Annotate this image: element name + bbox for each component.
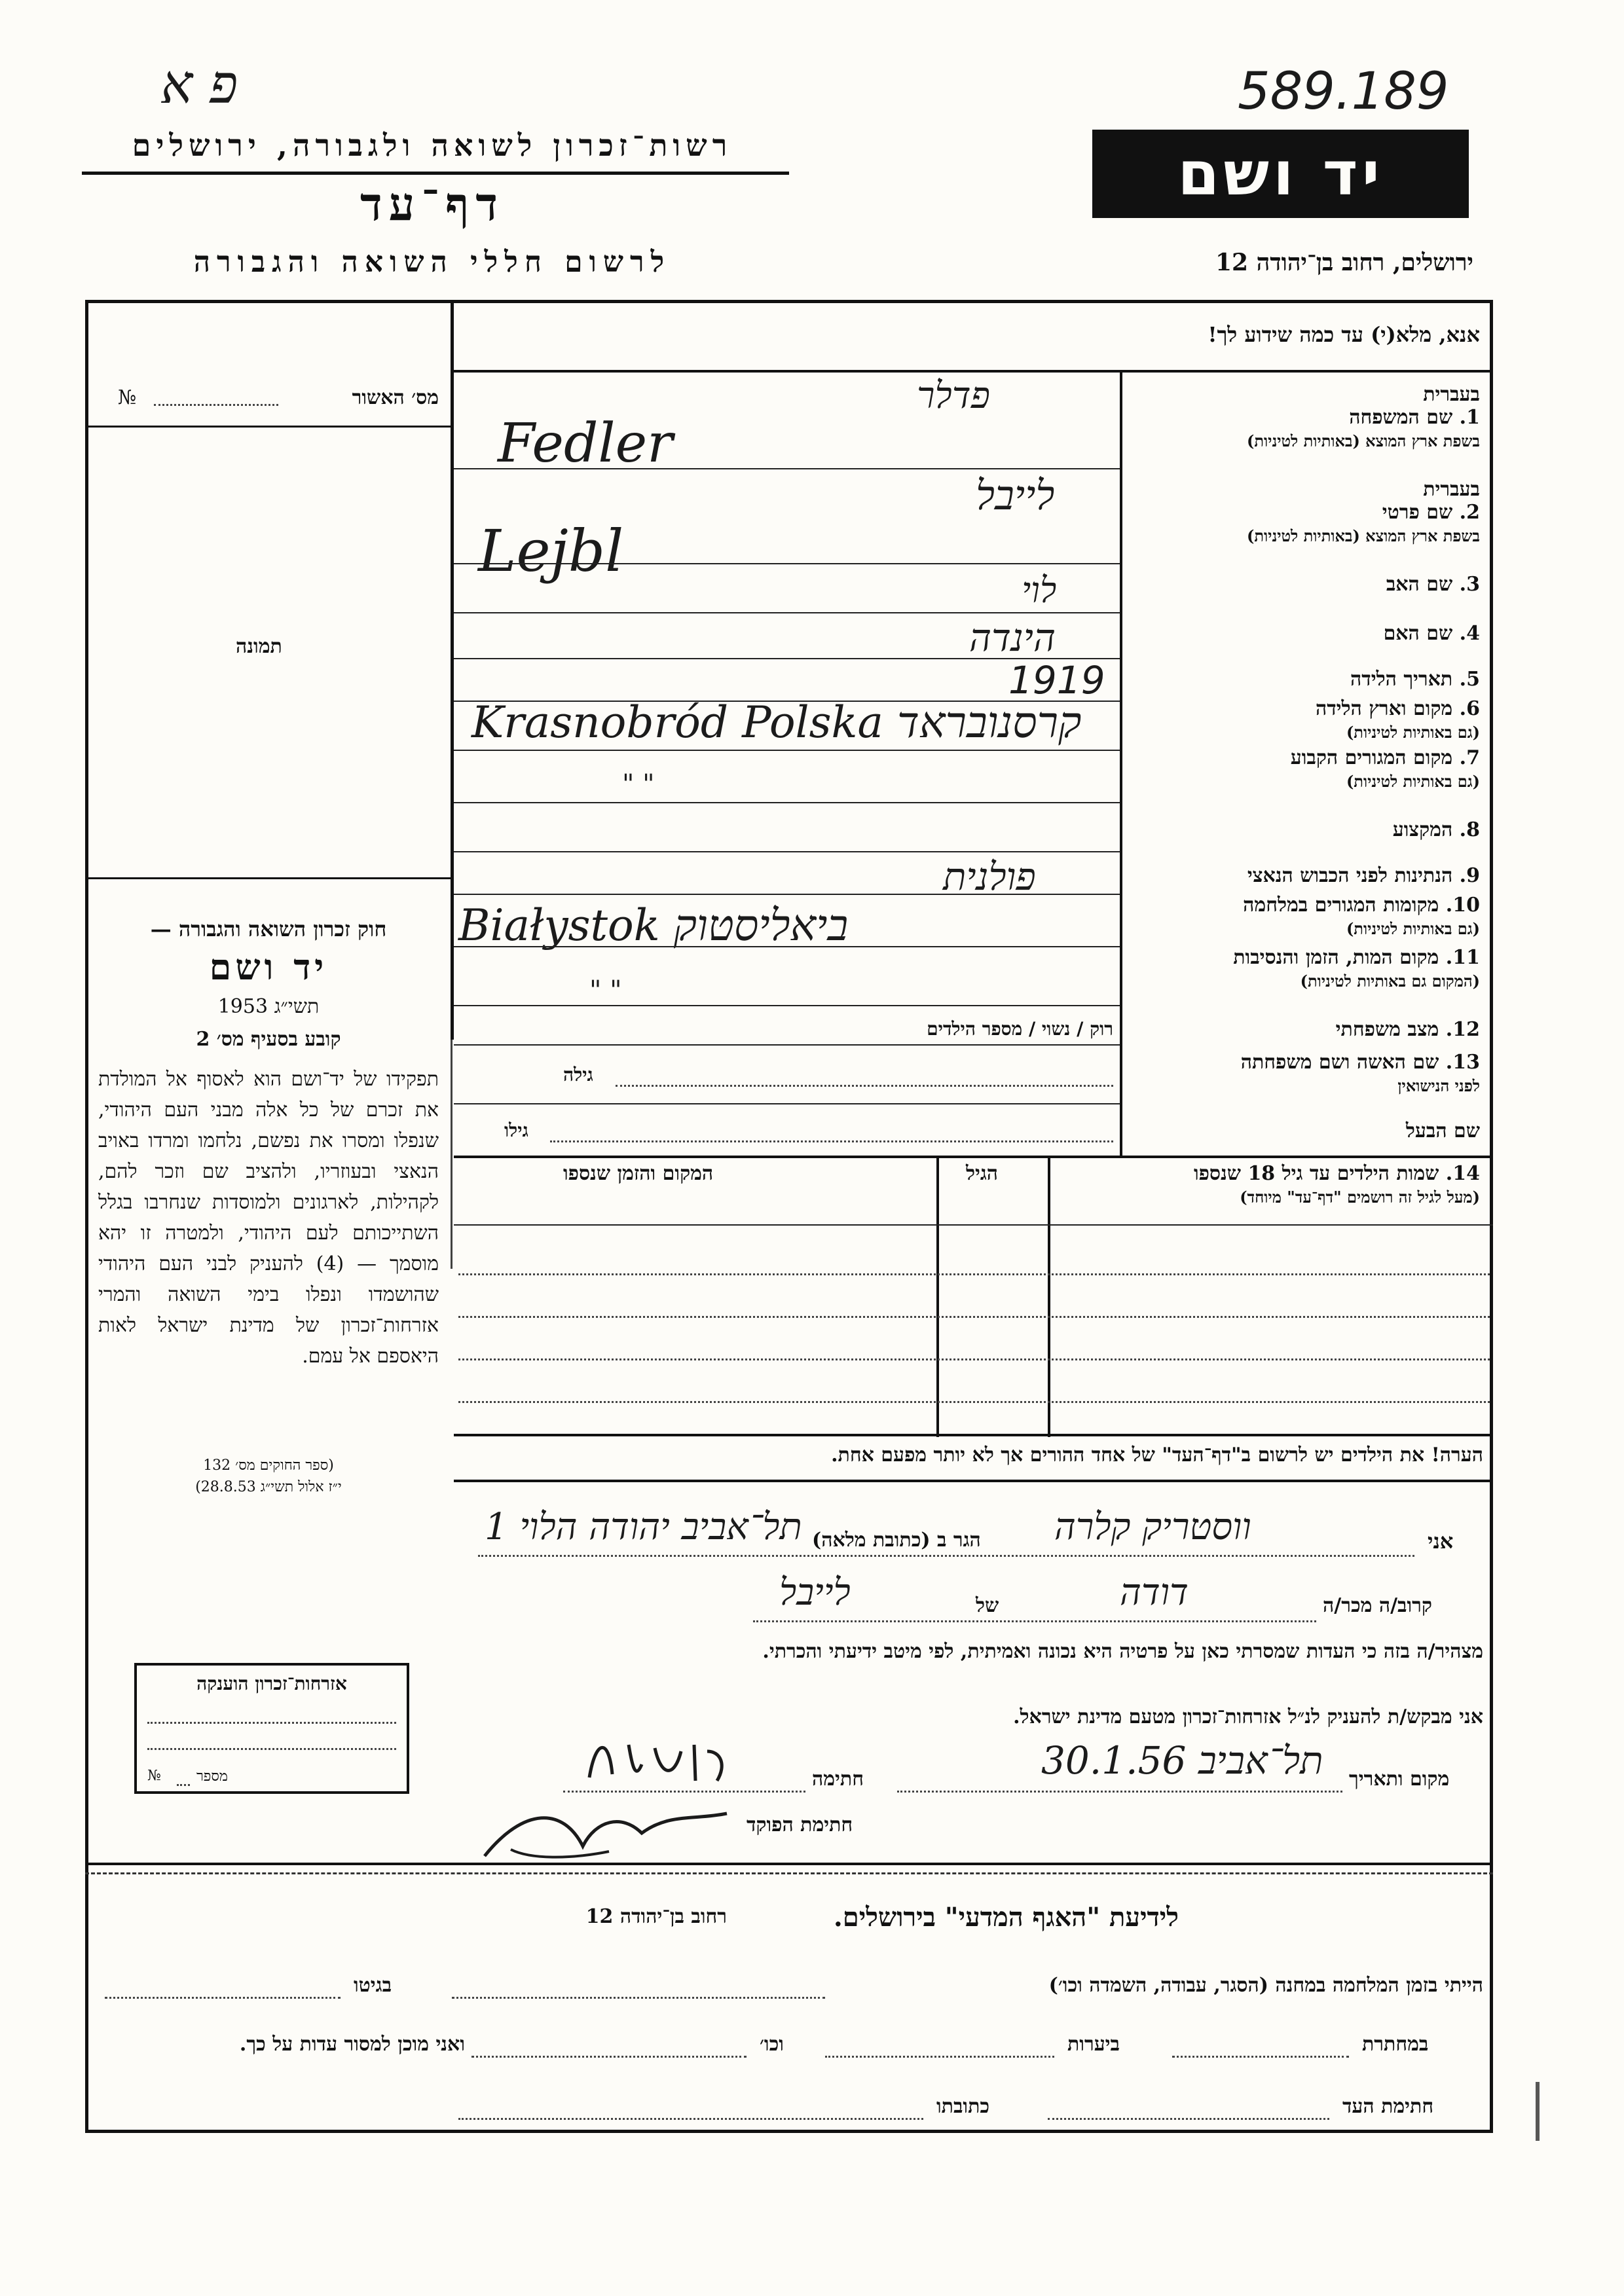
header-address: ירושלים, רחוב בן־יהודה 12 [1215, 249, 1473, 276]
declarant-address[interactable]: תל־אביב יהודה הלוי 1 [485, 1506, 802, 1548]
place-date-label: מקום ותאריך [1349, 1768, 1450, 1791]
field-5-label [1126, 668, 1480, 691]
field-8-text: המקצוע [1392, 818, 1453, 841]
children-num: 14. [1445, 1162, 1480, 1185]
field-11-num: 11. [1445, 946, 1480, 969]
surname-latin-value[interactable]: Fedler [498, 412, 673, 475]
field-2-sub: בשפת ארץ המוצא (באותיות לטיניות) [1247, 526, 1480, 545]
field-10-sub: (גם באותיות לטיניות) [1346, 919, 1480, 938]
bottom-title: לידיעת "האגף המדעי" בירושלים. [833, 1902, 1179, 1933]
field-12-label [1126, 1018, 1480, 1041]
field-5-text: תאריך הלידה [1350, 668, 1453, 691]
children-sub: (מעל לגיל זה רושמים "דף־עד" מיוחד) [1240, 1188, 1480, 1207]
war-residence-value[interactable]: Białystok ביאליסטוק [458, 900, 849, 951]
firstname-latin-value[interactable]: Lejbl [478, 517, 624, 585]
field-1-text: שם המשפחה [1349, 406, 1453, 429]
ghetto-field[interactable] [105, 1997, 341, 1999]
wife-name-field[interactable] [616, 1084, 1113, 1087]
bottom-ghetto-label: בגיטו [354, 1974, 392, 1997]
certificate-number-symbol: № [147, 1768, 161, 1784]
field-11-text: מקום המות, הזמן והנסיבות [1233, 946, 1439, 969]
field-5-num: 5. [1459, 668, 1480, 691]
yad-vashem-logo: יד ושם [1092, 130, 1469, 218]
officer-signature-label: חתימת הפוקד [747, 1813, 853, 1836]
field-1-num: 1. [1459, 406, 1480, 429]
law-reference-2: י״ז אלול תשי״ג 28.8.53) [195, 1479, 342, 1495]
birth-date-value[interactable]: 1919 [1008, 658, 1105, 702]
bottom-line1-label: הייתי בזמן המלחמה במחנה (הסגר, עבודה, השמדה וכו׳) [1048, 1974, 1483, 1997]
relation-person-value[interactable]: לייבל [779, 1571, 851, 1614]
law-text: תפקידו של יד־ושם הוא לאסוף אל המולדת את זכרם של כל אלה מבני העם היהודי, שנפלו ומסרו את נפשם, נלחמו ומרדו באויב הנאצי ובעוזריו, ולהציב שם וזכר להם, לקהילות, לארגונים ולמוסדות שנחרבו בגלל השתייכותם לעם היהודי, ולמטרה זו יהא מוסמך — (4) להעניק לבני העם היהודי שהושמדו ונפלו בימי השואה והמרי אזרחות־זכרון של מדינת ישראל לאות היאספם אל עמם. [98, 1068, 439, 1368]
field-8-num: 8. [1459, 818, 1480, 841]
mother-name-value[interactable]: הינדה [969, 615, 1056, 660]
field-1-sub: בשפת ארץ המוצא (באותיות לטיניות) [1247, 431, 1480, 450]
relation-label: קרוב/ה מכר/ה [1323, 1594, 1432, 1617]
authority-name: רשות־זכרון לשואה ולגבורה, ירושלים [132, 128, 733, 163]
field-10-label [1126, 894, 1480, 939]
approval-label-text: מס׳ האשור [352, 386, 439, 409]
field-3-text: שם האב [1386, 573, 1453, 596]
field-1-tag: בעברית [1423, 383, 1480, 406]
field-8-label [1126, 818, 1480, 841]
signature-label: חתימה [812, 1768, 864, 1791]
witness-address-label: כתובתו [936, 2095, 990, 2118]
field-13-sub: לפני הנישואין [1397, 1076, 1480, 1095]
bottom-etc-label: וכו׳ [760, 2033, 784, 2056]
wife-age-label: גילה [563, 1064, 593, 1085]
archive-number: 589.189 [1238, 62, 1449, 121]
law-title: חוק זכרון השואה והגבורה — [150, 917, 387, 941]
certificate-number-field[interactable] [177, 1784, 190, 1786]
field-12-text: מצב משפחתי [1335, 1018, 1439, 1041]
field-1-label [1126, 383, 1480, 452]
certificate-number-label: מספר [196, 1768, 228, 1785]
certificate-title: אזרחות־זכרון הוענקה [196, 1673, 347, 1694]
declaration-statement: מצהיר/ה בזה כי העדות שמסרתי כאן על פרטיה היא נכונה ואמיתית, לפי מיטב ידיעתי והכרתי. [762, 1640, 1483, 1663]
firstname-hebrew-value[interactable]: לייבל [976, 471, 1055, 519]
camp-field[interactable] [452, 1997, 825, 1999]
field-10-text: מקומות המגורים במלחמה [1243, 894, 1439, 917]
photo-label: תמונה [236, 635, 282, 658]
instruction-text: אנא, מלא(י) עד כמה שידוע לך! [1208, 322, 1480, 347]
field-2-label [1126, 478, 1480, 547]
field-7-sub: (גם באותיות לטיניות) [1346, 772, 1480, 791]
form-title: דף־עד [360, 177, 504, 231]
children-age-col: הגיל [966, 1162, 999, 1185]
children-label: שמות הילדים עד גיל 18 שנספו [1193, 1162, 1439, 1185]
field-9-num: 9. [1459, 864, 1480, 887]
citizenship-request: אני מבקש/ת להעניק לנ״ל אזרחות־זכרון מטעם מדינת ישראל. [1013, 1705, 1483, 1728]
declarant-address-label: הגר ב (כתובת מלאה) [812, 1529, 981, 1552]
law-year: תשי״ג 1953 [217, 995, 320, 1018]
field-7-label [1126, 746, 1480, 792]
field-6-sub: (גם באותיות לטיניות) [1346, 723, 1480, 742]
declarant-name[interactable]: ווסטריק קלרה [1054, 1506, 1251, 1548]
field-2-text: שם פרטי [1382, 501, 1453, 524]
declarant-signature[interactable] [576, 1725, 747, 1791]
birth-place-value[interactable]: Krasnobród Polska קרסנובראד [471, 697, 1082, 748]
field-13-label [1126, 1051, 1480, 1097]
bottom-forests-label: ביערות [1067, 2033, 1120, 2056]
field-4-label [1126, 622, 1480, 645]
field-11-sub: (המקום גם באותיות לטיניות) [1300, 972, 1480, 991]
residence-value[interactable]: " " [622, 769, 655, 799]
field-12-num: 12. [1445, 1018, 1480, 1041]
officer-scribble-icon [471, 1794, 747, 1866]
note-text: הערה! את הילדים יש לרשום ב"דף־העד" של אחד ההורים אך לא יותר מפעם אחת. [831, 1444, 1483, 1467]
death-place-value[interactable]: " " [589, 975, 622, 1006]
children-header [1048, 1162, 1480, 1208]
field-13-text: שם האשה ושם משפחתה [1240, 1051, 1439, 1074]
citizenship-value[interactable]: פולנית [943, 854, 1036, 899]
place-date-value[interactable]: תל־אביב 30.1.56 [1041, 1738, 1323, 1783]
witness-signature-label: חתימת העד [1342, 2095, 1434, 2118]
field-4-num: 4. [1459, 622, 1480, 645]
declarant-prefix: אני [1428, 1529, 1454, 1554]
field-2-num: 2. [1459, 501, 1480, 524]
field-7-text: מקום המגורים הקבוע [1290, 746, 1453, 769]
form-subtitle: לרשום חללי השואה והגבורה [193, 246, 671, 279]
field-2-tag: בעברית [1423, 478, 1480, 501]
field-3-num: 3. [1459, 573, 1480, 596]
surname-hebrew-value[interactable]: פדלר [917, 374, 990, 417]
father-name-value[interactable]: לוי [1022, 570, 1057, 611]
etc-field[interactable] [471, 2056, 747, 2058]
bottom-underground-label: במחתרת [1362, 2033, 1429, 2056]
officer-signature[interactable] [471, 1794, 747, 1866]
field-11-label [1126, 946, 1480, 992]
field-7-num: 7. [1459, 746, 1480, 769]
husband-label [1126, 1120, 1480, 1142]
underground-field[interactable] [1172, 2056, 1349, 2058]
field-13-num: 13. [1445, 1051, 1480, 1074]
witness-signature-field[interactable] [1048, 2118, 1329, 2120]
field-3-label [1126, 573, 1480, 596]
field-6-text: מקום וארץ הלידה [1315, 697, 1453, 720]
approval-number-field[interactable] [154, 403, 278, 406]
law-name: יד ושם [209, 946, 328, 988]
field-6-label [1126, 697, 1480, 743]
field-4-text: שם האם [1383, 622, 1453, 645]
field-6-num: 6. [1459, 697, 1480, 720]
field-10-num: 10. [1445, 894, 1480, 917]
bottom-testimony-label: ואני מוכן למסור עדות על כך. [239, 2033, 465, 2056]
marital-status-options[interactable]: רוק / נשוי / מספר הילדים [927, 1018, 1113, 1040]
witness-address-field[interactable] [458, 2118, 923, 2120]
forests-field[interactable] [825, 2056, 1054, 2058]
bottom-address: רחוב בן־יהודה 12 [585, 1905, 727, 1928]
field-9-label [1126, 864, 1480, 887]
field-9-text: הנתינות לפני הכבוש הנאצי [1247, 864, 1453, 887]
signature-scribble-icon [576, 1725, 747, 1791]
law-clause: קובע בסעיף מס׳ 2 [196, 1028, 341, 1051]
relation-of-label: של [976, 1594, 999, 1617]
archive-stamp: פ א [160, 54, 238, 116]
law-reference-1: (ספר החוקים מס׳ 132 [203, 1457, 334, 1474]
relation-value[interactable]: דודה [1120, 1571, 1189, 1614]
husband-name-field[interactable] [550, 1139, 1113, 1142]
husband-age-label: גילו [504, 1120, 528, 1141]
children-place-col: המקום והזמן שנספו [563, 1162, 714, 1185]
husband-label-text: שם הבעל [1405, 1120, 1480, 1142]
approval-number-symbol: № [118, 386, 137, 409]
